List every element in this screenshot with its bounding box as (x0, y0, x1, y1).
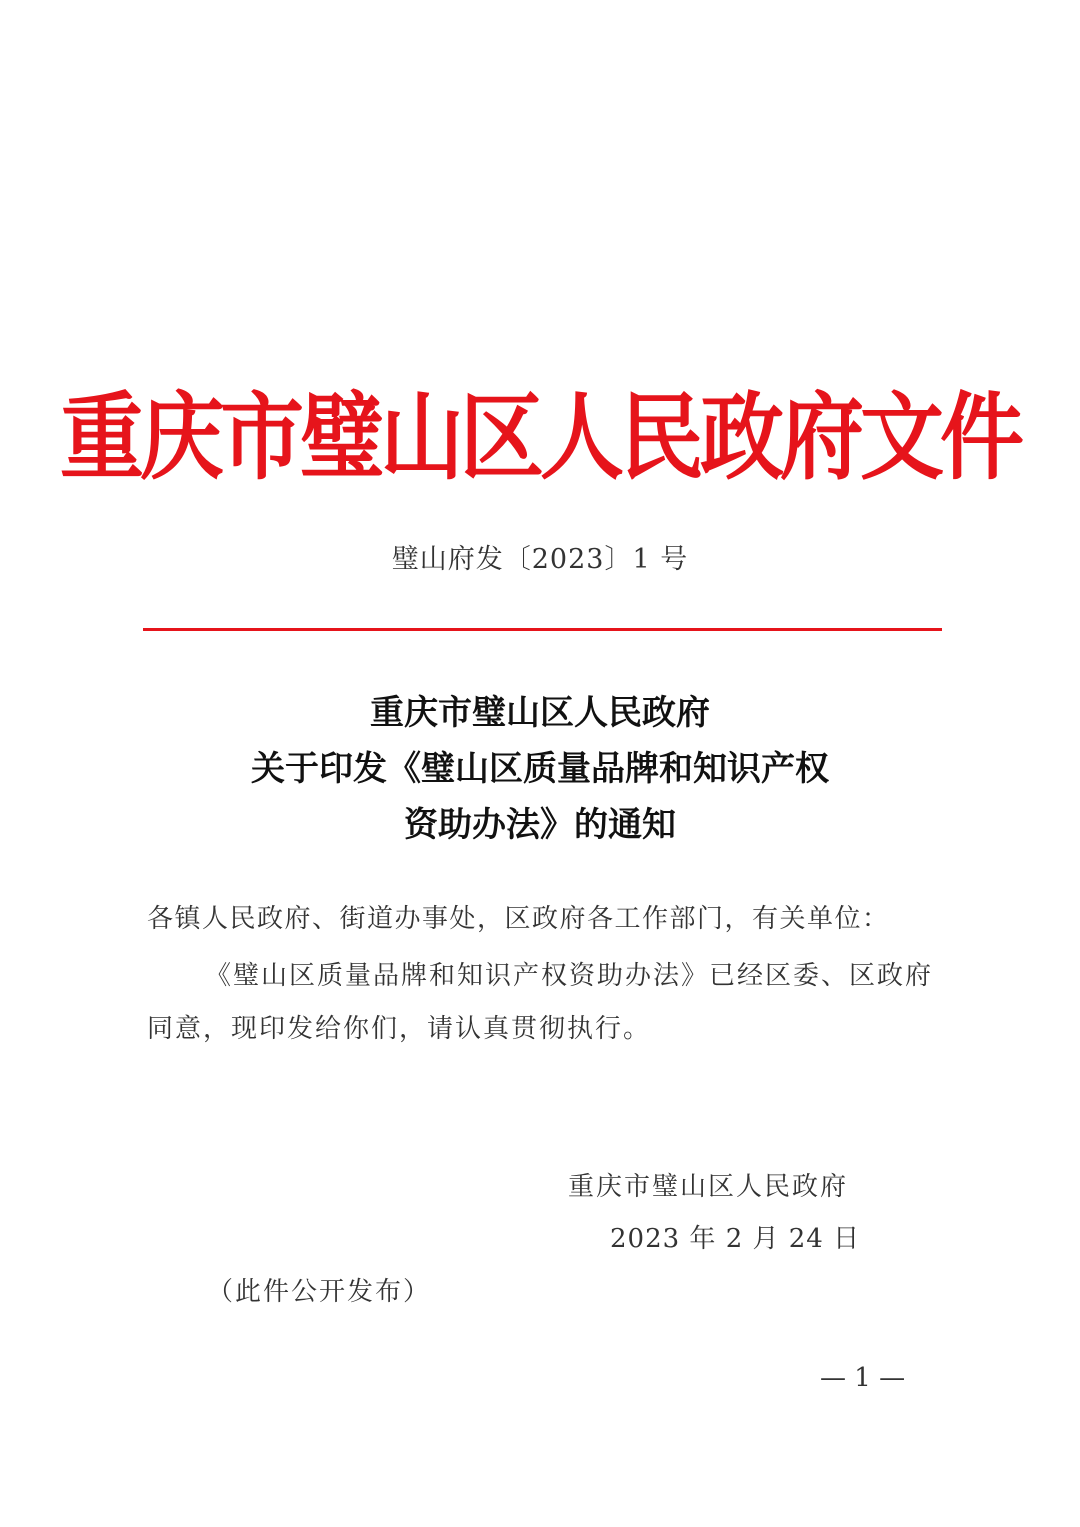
body-paragraph (147, 950, 947, 1056)
title-line: 关于印发《璧山区质量品牌和知识产权 (251, 749, 829, 789)
publication-note: （此件公开发布） (207, 1277, 432, 1307)
document-title (0, 685, 1080, 853)
page-number: — 1 — (820, 1363, 906, 1393)
title-line: 重庆市璧山区人民政府 (370, 693, 710, 733)
title-line: 资助办法》的通知 (404, 805, 676, 845)
issuer-heading: 重庆市璧山区人民政府文件 (59, 381, 1020, 493)
salutation: 各镇人民政府、街道办事处，区政府各工作部门，有关单位： (147, 904, 890, 934)
paragraph-line: 同意，现印发给你们，请认真贯彻执行。 (147, 1014, 652, 1044)
red-divider (143, 628, 942, 631)
document-number: 璧山府发〔2023〕1 号 (391, 544, 689, 575)
signature-organization: 重庆市璧山区人民政府 (568, 1172, 849, 1202)
paragraph-line: 《璧山区质量品牌和知识产权资助办法》已经区委、区政府 (205, 961, 934, 991)
signature-date: 2023 年 2 月 24 日 (610, 1224, 861, 1254)
